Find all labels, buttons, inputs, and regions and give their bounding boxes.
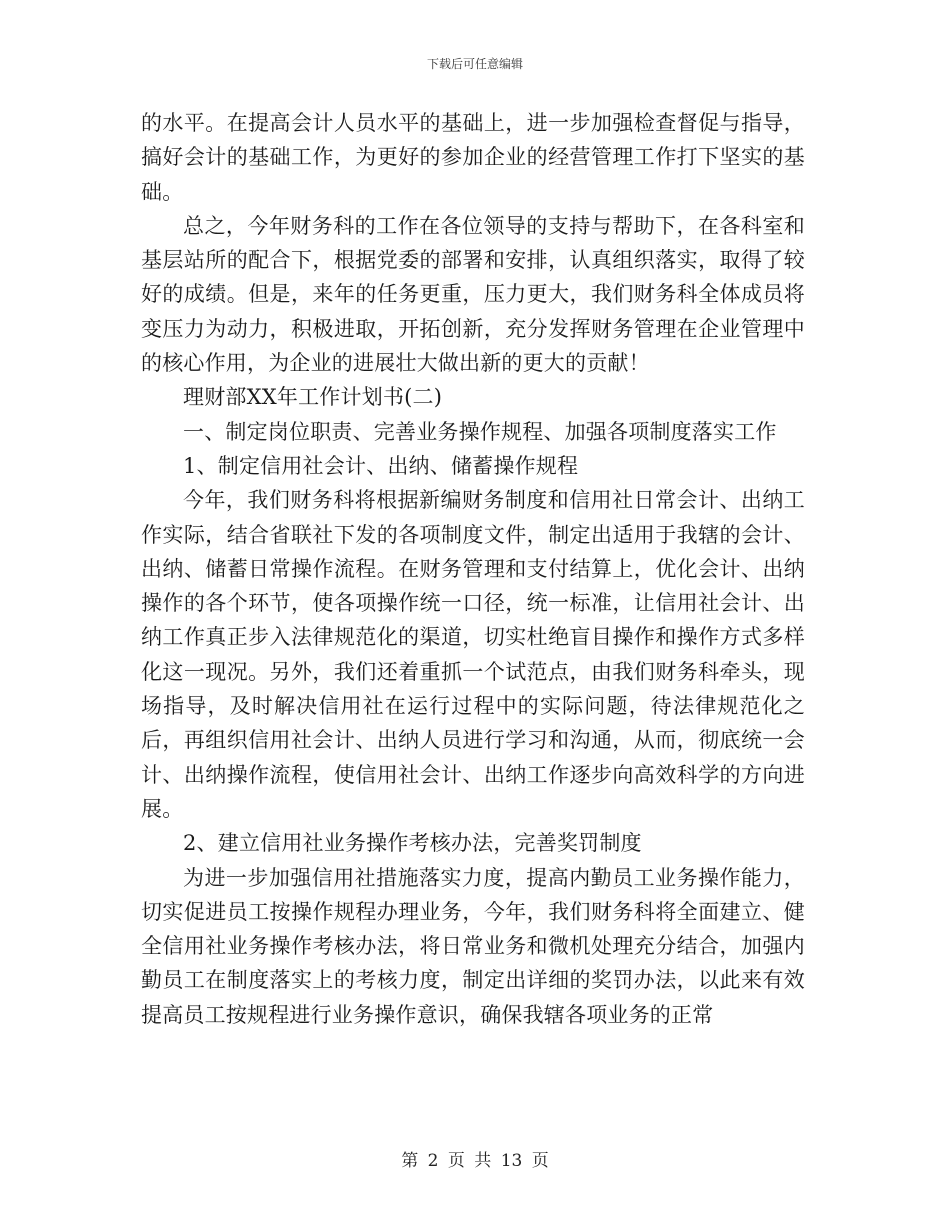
paragraph: 的水平。在提高会计人员水平的基础上，进一步加强检查督促与指导，搞好会计的基础工作，为更好的参加企业的经营管理工作打下坚实的基础。 <box>141 111 805 204</box>
heading-level-1: 一、制定岗位职责、完善业务操作规程、加强各项制度落实工作 <box>183 419 777 444</box>
page-header: 下载后可任意编辑 <box>426 57 523 71</box>
document-body <box>141 106 805 1032</box>
page-footer: 第 2 页 共 13 页 <box>401 1151 549 1171</box>
section-title: 理财部XX年工作计划书(二) <box>183 385 443 410</box>
paragraph: 总之，今年财务科的工作在各位领导的支持与帮助下，在各科室和基层站所的配合下，根据党委的部署和安排，认真组织落实，取得了较好的成绩。但是，来年的任务更重，压力更大，我们财务科全体成员将变压力为动力，积极进取，开拓创新，充分发挥财务管理在企业管理中的核心作用，为企业的进展壮大做出新的更大的贡献！ <box>141 213 805 376</box>
paragraph: 为进一步加强信用社措施落实力度，提高内勤员工业务操作能力，切实促进员工按操作规程办理业务，今年，我们财务科将全面建立、健全信用社业务操作考核办法，将日常业务和微机处理充分结合，加强内勤员工在制度落实上的考核力度，制定出详细的奖罚办法，以此来有效提高员工按规程进行业务操作意识，确保我辖各项业务的正常 <box>141 865 805 1027</box>
heading-level-2: 2、建立信用社业务操作考核办法，完善奖罚制度 <box>183 831 642 856</box>
heading-level-2: 1、制定信用社会计、出纳、储蓄操作规程 <box>183 453 579 478</box>
paragraph: 今年，我们财务科将根据新编财务制度和信用社日常会计、出纳工作实际，结合省联社下发的各项制度文件，制定出适用于我辖的会计、出纳、储蓄日常操作流程。在财务管理和支付结算上，优化会计、出纳操作的各个环节，使各项操作统一口径，统一标准，让信用社会计、出纳工作真正步入法律规范化的渠道，切实杜绝盲目操作和操作方式多样化这一现况。另外，我们还着重抓一个试范点，由我们财务科牵头，现场指导，及时解决信用社在运行过程中的实际问题，待法律规范化之后，再组织信用社会计、出纳人员进行学习和沟通，从而，彻底统一会计、出纳操作流程，使信用社会计、出纳工作逐步向高效科学的方向进展。 <box>141 488 805 821</box>
